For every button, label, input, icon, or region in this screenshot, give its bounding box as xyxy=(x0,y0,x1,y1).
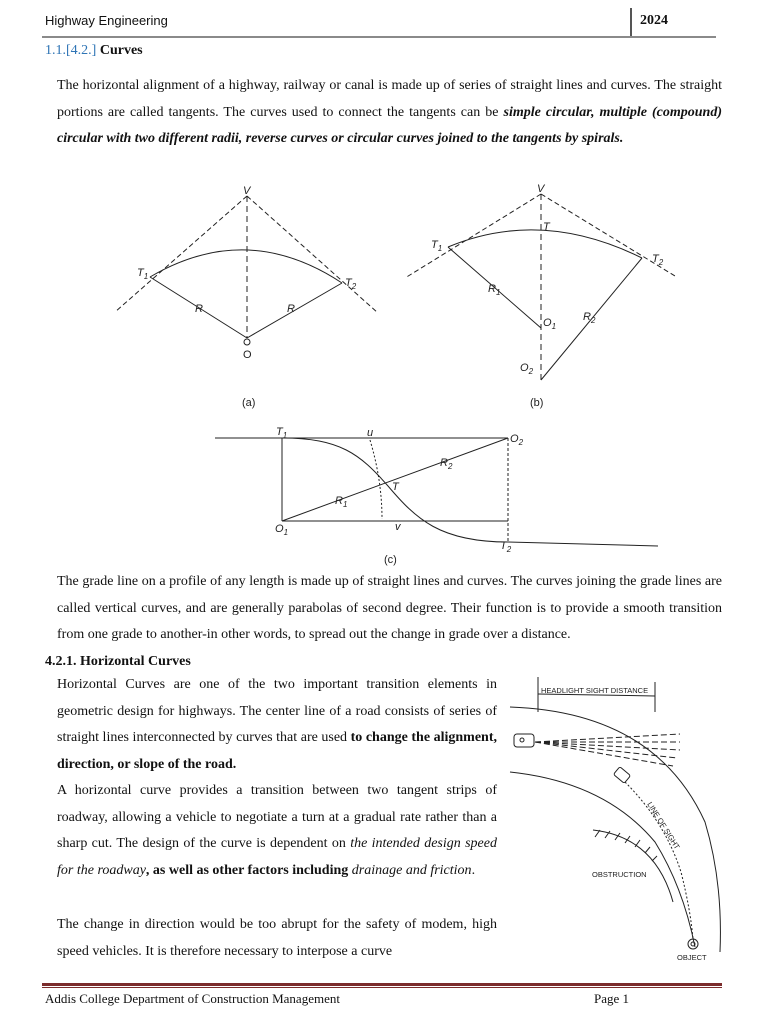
paragraph-horizontal-curves xyxy=(57,672,497,778)
label-o2: $O_2$ xyxy=(510,433,524,447)
radius-line-o1-o2 xyxy=(282,438,508,521)
label-t2: $T_2$ xyxy=(345,277,357,291)
label-u: u xyxy=(367,427,374,439)
label-t: T xyxy=(543,221,550,233)
figure-a-simple-curve xyxy=(110,180,390,415)
obstruction-edge xyxy=(593,830,673,902)
obstruction-hatching xyxy=(595,830,657,861)
tangent-line-left xyxy=(405,194,541,278)
label-v: v xyxy=(395,521,401,533)
header-year: 2024 xyxy=(640,13,668,28)
paragraph-curve-transition xyxy=(57,778,497,884)
footer-rule-thin xyxy=(42,987,722,988)
caption-a: (a) xyxy=(242,397,256,409)
line-of-sight-label: LINE OF SIGHT xyxy=(645,800,682,852)
reverse-curve-path xyxy=(282,438,658,546)
horizontal-curves-text: Horizontal Curves are one of the two important transition elements in geometric design for highways. The center line of a road consists of series of straight lines interconnected by curves that are used xyxy=(57,677,497,745)
car-on-curve-icon xyxy=(613,767,630,784)
compound-curve-arc xyxy=(448,230,642,258)
subsection-heading: 4.2.1. Horizontal Curves xyxy=(45,654,191,669)
section-title: Curves xyxy=(99,43,143,58)
label-t1: $T_1$ xyxy=(276,426,288,440)
header-title: Highway Engineering xyxy=(45,13,168,28)
section-number: 1.1.[4.2.] xyxy=(45,43,97,58)
label-o1: $O_1$ xyxy=(275,523,289,537)
paragraph-curves-intro xyxy=(57,73,722,153)
label-v: V xyxy=(243,185,251,197)
object-label: OBJECT xyxy=(677,953,707,962)
footer-page-number: Page 1 xyxy=(594,991,630,1006)
road-inner-edge xyxy=(510,772,695,947)
label-r1: $R_1$ xyxy=(335,495,348,509)
headlight-sight-distance-label: HEADLIGHT SIGHT DISTANCE xyxy=(541,686,649,695)
caption-b: (b) xyxy=(530,397,544,409)
transition-text-2: . xyxy=(471,862,476,878)
obstruction-label: OBSTRUCTION xyxy=(592,870,647,879)
line-of-sight-path xyxy=(625,782,693,940)
caption-c: (c) xyxy=(384,554,397,566)
figure-c-reverse-curve xyxy=(210,424,670,569)
label-r2: $R_2$ xyxy=(440,457,453,471)
figure-b-compound-curve xyxy=(400,180,690,415)
car-wheel-icon xyxy=(520,738,524,742)
footer-rule-thick xyxy=(42,983,722,986)
label-r-left: R xyxy=(195,303,203,315)
headlight-beams xyxy=(535,734,680,766)
header-divider xyxy=(630,8,632,38)
curves-types-emphasis: simple circular, multiple (compound) circular with two different radii, reverse curves or circular curves joined to the tangents by spirals. xyxy=(57,104,722,146)
design-speed-italic: the intended design speed for the roadway xyxy=(57,836,497,878)
label-t: T xyxy=(392,481,399,493)
section-heading xyxy=(45,43,143,59)
label-t1: $T_1$ xyxy=(431,239,443,253)
header-rule xyxy=(42,36,716,38)
paragraph-vertical-curves: The grade line on a profile of any length is made up of straight lines and curves. The curves joining the grade lines are called vertical curves, and are generally parabolas of second degree. Their function is to provide a smooth transition from one grade to another-in other words, to spread out the change in grade over a distance. xyxy=(57,574,722,642)
label-t2: $T_2$ xyxy=(652,253,664,267)
tangent-line-right xyxy=(247,196,378,313)
figure-sight-distance xyxy=(505,672,730,967)
footer-department: Addis College Department of Construction Management xyxy=(45,991,340,1006)
drainage-friction-italic: drainage and friction xyxy=(351,862,472,878)
label-r1: $R_1$ xyxy=(488,283,501,297)
curves-intro-text: The horizontal alignment of a highway, railway or canal is made up of series of straight lines and curves. The straight portions are called tangents. The curves used to connect the tangents can be xyxy=(57,78,722,120)
label-t1: $T_1$ xyxy=(137,267,149,281)
center-o-point xyxy=(244,339,250,345)
label-o1: $O_1$ xyxy=(543,317,557,331)
label-v: V xyxy=(537,183,545,195)
label-r-right: R xyxy=(287,303,295,315)
other-factors-bold: , as well as other factors including xyxy=(145,862,352,878)
paragraph-abrupt-change: The change in direction would be too abrupt for the safety of modem, high speed vehicles. It is therefore necessary to interpose a curve xyxy=(57,917,497,959)
label-t2: $T_2$ xyxy=(500,540,512,554)
label-o: O xyxy=(243,349,252,361)
road-outer-edge xyxy=(510,707,720,952)
transition-text-1: A horizontal curve provides a transition between two tangent strips of roadway, allowing a vehicle to negotiate a turn at a gradual rate rather than a sharp cut. The design of the curve is dependent on xyxy=(57,783,497,851)
label-r2: $R_2$ xyxy=(583,311,596,325)
tangent-line-left xyxy=(115,196,247,312)
uv-dashed-line xyxy=(370,440,382,519)
label-o2: $O_2$ xyxy=(520,362,534,376)
horizontal-curves-emphasis: to change the alignment, direction, or slope of the road. xyxy=(57,730,498,772)
object-icon xyxy=(688,939,698,949)
